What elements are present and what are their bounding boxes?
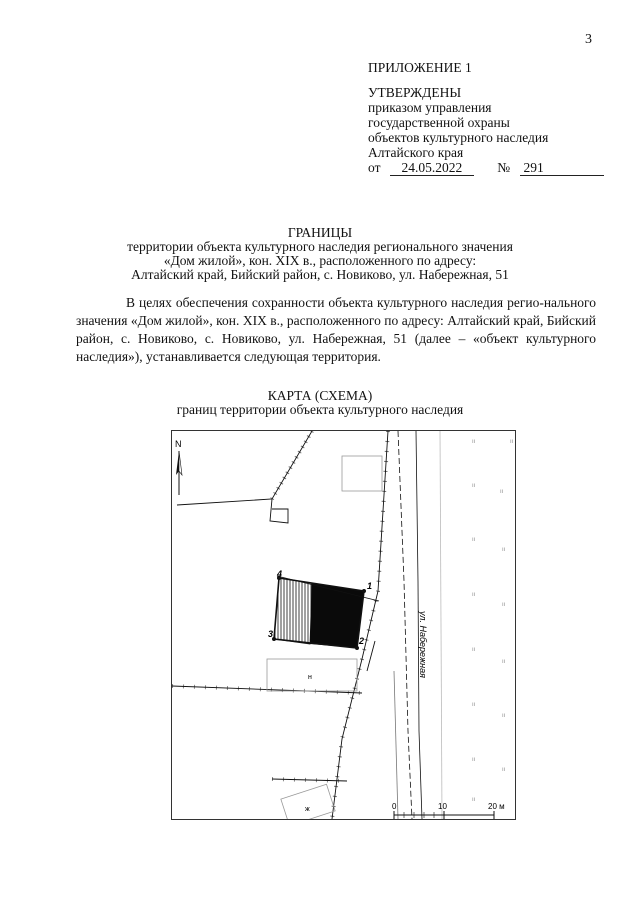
north-arrow-icon xyxy=(175,439,182,495)
title-line-3: Алтайский край, Бийский район, с. Новиково, ул. Набережная, 51 xyxy=(131,267,509,282)
building-bottom xyxy=(281,784,335,819)
approval-line-4: Алтайского края xyxy=(368,145,464,160)
building-mark-2: ж xyxy=(305,806,310,813)
appendix-label: ПРИЛОЖЕНИЕ 1 xyxy=(368,60,472,75)
svg-text:ıı: ıı xyxy=(502,659,506,665)
svg-text:ıı: ıı xyxy=(502,713,506,719)
building-top xyxy=(342,456,382,491)
svg-text:ıı: ıı xyxy=(502,547,506,553)
svg-text:ıı: ıı xyxy=(472,702,476,708)
approved-label: УТВЕРЖДЕНЫ xyxy=(368,85,462,100)
svg-text:ıı: ıı xyxy=(510,439,514,445)
scale-10: 10 xyxy=(438,802,447,811)
point-3-label: 3 xyxy=(268,629,274,639)
body-paragraph: В целях обеспечения сохранности объекта культурного наследия регио-нального значения «Дом жилой», кон. XIX в., расположенного по адресу: Алтайский край, Бийский район, с. Новиково, с. Новиково, ул. Набережная, 51 (далее – «объект культурного наследия»), устанавливается следующая территория. xyxy=(76,295,596,364)
scale-bar xyxy=(392,802,505,819)
point-1-marker xyxy=(362,589,366,593)
point-2-label: 2 xyxy=(359,636,365,646)
point-2-marker xyxy=(355,646,359,650)
point-1-label: 1 xyxy=(367,581,373,591)
vegetation-marks xyxy=(472,439,514,803)
map-title xyxy=(0,389,640,417)
svg-text:ıı: ıı xyxy=(500,489,504,495)
title-heading: ГРАНИЦЫ xyxy=(287,225,353,240)
order-date: 24.05.2022 xyxy=(390,160,474,176)
approval-line-2: государственной охраны xyxy=(368,115,510,130)
scale-0: 0 xyxy=(392,802,397,811)
approval-block xyxy=(368,60,604,176)
order-number: 291 xyxy=(520,160,604,176)
building-middle xyxy=(267,659,357,691)
svg-text:ıı: ıı xyxy=(472,797,476,803)
north-label: N xyxy=(175,439,182,449)
building-mark-1: н xyxy=(308,674,312,681)
title-line-1: территории объекта культурного наследия регионального значения xyxy=(127,239,513,254)
number-prefix: № xyxy=(497,160,511,175)
svg-text:ıı: ıı xyxy=(472,592,476,598)
svg-text:ıı: ıı xyxy=(502,602,506,608)
approval-line-3: объектов культурного наследия xyxy=(368,130,549,145)
scale-20: 20 м xyxy=(488,802,505,811)
boundary-map xyxy=(171,430,516,820)
svg-text:ıı: ıı xyxy=(472,757,476,763)
point-4-label: 4 xyxy=(277,569,283,579)
svg-text:ıı: ıı xyxy=(472,483,476,489)
street-label: ул. Набережная xyxy=(418,611,428,678)
approval-line-1: приказом управления xyxy=(368,100,492,115)
svg-text:ıı: ıı xyxy=(472,647,476,653)
title-line-2: «Дом жилой», кон. XIX в., расположенного по адресу: xyxy=(163,253,477,268)
svg-text:ıı: ıı xyxy=(502,767,506,773)
page-number: 3 xyxy=(585,32,592,47)
document-title xyxy=(0,226,640,282)
svg-text:ıı: ıı xyxy=(472,439,476,445)
date-line xyxy=(368,160,604,176)
svg-text:ıı: ıı xyxy=(472,537,476,543)
road xyxy=(394,431,442,819)
map-drawing xyxy=(172,431,515,819)
map-heading: КАРТА (СХЕМА) xyxy=(267,388,373,403)
date-prefix: от xyxy=(368,160,381,175)
map-subtitle: границ территории объекта культурного наследия xyxy=(176,402,464,417)
